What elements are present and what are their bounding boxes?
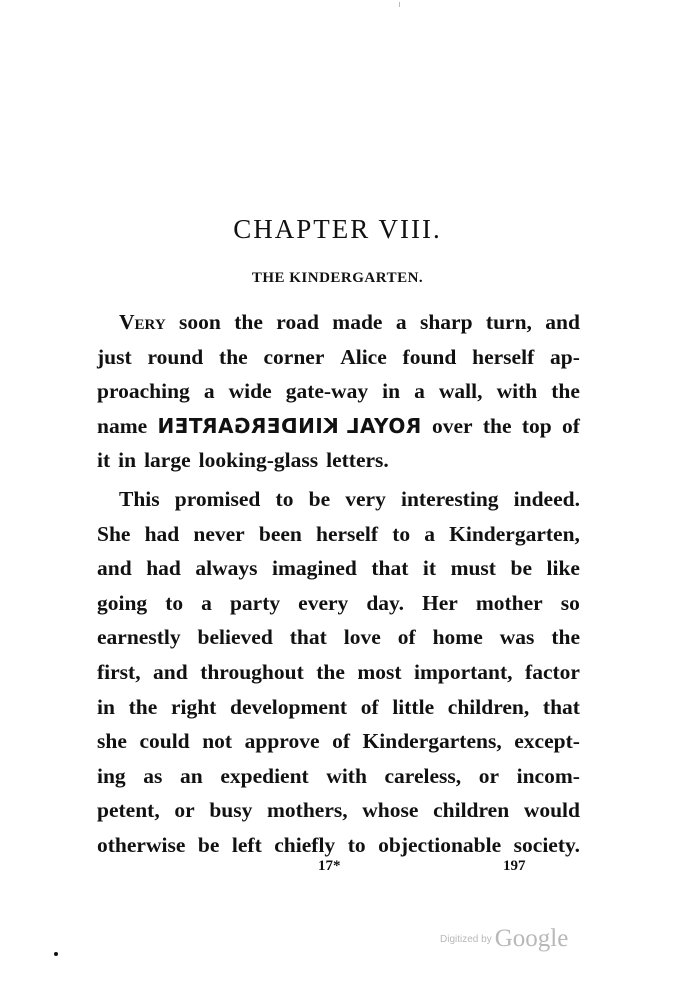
text-line (97, 759, 580, 794)
text-line (97, 793, 580, 828)
text-line (97, 517, 580, 552)
text-line (97, 620, 580, 655)
word: day. (366, 590, 404, 615)
word: except- (514, 729, 580, 754)
word: was (499, 625, 535, 650)
word: it (422, 556, 437, 581)
word: wide (228, 379, 272, 404)
word: turn, (485, 310, 532, 334)
word: interesting (400, 486, 499, 511)
word: and (97, 556, 132, 581)
word: a (414, 379, 425, 404)
word: top (521, 413, 552, 438)
word: otherwise (97, 832, 186, 857)
word: This (119, 486, 160, 511)
word: very (345, 486, 386, 511)
word: throughout (200, 659, 304, 684)
word: society. (513, 832, 580, 857)
chapter-title: CHAPTER VIII. (233, 214, 442, 244)
word: children, (447, 694, 530, 719)
text-line (97, 551, 580, 586)
word: important, (414, 659, 513, 684)
word: development (230, 694, 348, 719)
text-line (97, 443, 580, 478)
word: expedient (220, 763, 309, 788)
word: had (146, 556, 181, 581)
word: love (343, 625, 381, 650)
word: ing (97, 763, 126, 788)
page-number: 197 (503, 858, 526, 874)
word: first, (97, 659, 141, 684)
word: to (275, 486, 294, 511)
text-line (97, 374, 580, 409)
word: objectionable (378, 832, 502, 857)
word: busy (209, 798, 253, 823)
word: not (202, 729, 233, 754)
watermark-prefix: Digitized by (440, 933, 492, 945)
word: going (97, 590, 148, 615)
word: chiefly (274, 832, 336, 857)
word: incom- (516, 763, 580, 788)
word: herself (472, 344, 535, 369)
word: like (546, 556, 580, 581)
word: name (97, 413, 148, 438)
digitized-watermark (440, 925, 568, 953)
word: indeed. (513, 486, 580, 511)
word: could (139, 729, 190, 754)
word: soon (179, 310, 221, 334)
word: careless, (384, 763, 462, 788)
word: to (165, 590, 184, 615)
word: large (144, 448, 191, 473)
word: be (510, 556, 532, 581)
word: Alice (340, 344, 387, 369)
text-line (97, 586, 580, 621)
word: made (332, 310, 383, 334)
word: as (143, 763, 163, 788)
word: most (357, 659, 402, 684)
word: little (392, 694, 435, 719)
word: believed (197, 625, 273, 650)
word: Kindergarten, (449, 521, 580, 546)
word: home (432, 625, 483, 650)
word: She (97, 521, 131, 546)
word: with (326, 763, 367, 788)
word: Very (119, 310, 166, 334)
word: looking-glass (198, 448, 319, 473)
word: to (347, 832, 366, 857)
word: so (560, 590, 580, 615)
text-line (97, 690, 580, 725)
word: and (545, 310, 580, 334)
word: been (258, 521, 302, 546)
word: must (450, 556, 496, 581)
watermark-brand: Google (494, 925, 569, 952)
word: of (397, 625, 416, 650)
word: of (562, 413, 580, 438)
word: wall, (438, 379, 483, 404)
word: sharp (419, 310, 473, 334)
word: mother (475, 590, 543, 615)
word: factor (525, 659, 580, 684)
chapter-body (97, 305, 580, 863)
word: just (97, 344, 132, 369)
word: with (496, 379, 538, 404)
word: would (523, 798, 580, 823)
word: whose (362, 798, 419, 823)
text-line (97, 482, 580, 517)
word: every (298, 590, 349, 615)
chapter-subtitle: THE KINDERGARTEN. (251, 270, 424, 286)
word: Her (422, 590, 458, 615)
word: be (308, 486, 331, 511)
word: had (144, 521, 180, 546)
word: it (97, 448, 111, 473)
word: round (147, 344, 204, 369)
word: over (432, 413, 473, 438)
signature-mark: 17* (318, 858, 341, 874)
word: promised (174, 486, 261, 511)
word: the (482, 413, 512, 438)
word: Kindergartens, (362, 729, 502, 754)
word: right (170, 694, 217, 719)
word: the (219, 344, 248, 369)
word: the (551, 379, 580, 404)
word: an (180, 763, 203, 788)
word: the (316, 659, 345, 684)
word: proaching (97, 379, 190, 404)
word: the (551, 625, 580, 650)
word: mothers, (267, 798, 348, 823)
scan-dot (54, 952, 58, 956)
word: petent, (97, 798, 160, 823)
word: approve (244, 729, 320, 754)
word: a (424, 521, 435, 546)
text-line (97, 409, 580, 444)
word: to (392, 521, 411, 546)
word: imagined (272, 556, 357, 581)
word: that (289, 625, 327, 650)
word: ap- (550, 344, 580, 369)
word: in (118, 448, 137, 473)
word: letters. (326, 448, 389, 473)
text-line (97, 340, 580, 375)
word: of (332, 729, 350, 754)
word: a (203, 379, 215, 404)
word: children (433, 798, 510, 823)
word: a (395, 310, 407, 334)
text-line (97, 305, 580, 340)
text-line (97, 655, 580, 690)
word: that (542, 694, 580, 719)
word: road (276, 310, 319, 334)
scan-speck (399, 2, 400, 7)
word: corner (263, 344, 325, 369)
word: found (402, 344, 457, 369)
word: in (97, 694, 115, 719)
word: herself (315, 521, 379, 546)
word: of (360, 694, 379, 719)
word: or (174, 798, 195, 823)
word: a (201, 590, 212, 615)
word: in (382, 379, 401, 404)
word: party (229, 590, 281, 615)
word: and (153, 659, 188, 684)
text-line (97, 724, 580, 759)
word: be (197, 832, 220, 857)
word: earnestly (97, 625, 181, 650)
word: the (128, 694, 158, 719)
word: left (231, 832, 262, 857)
word: she (97, 729, 127, 754)
word: or (478, 763, 500, 788)
word: never (193, 521, 245, 546)
word: that (371, 556, 409, 581)
word: the (234, 310, 263, 334)
word: gate-way (285, 379, 369, 404)
mirrored-sign: ROYAL KINDERGARTEN (157, 413, 422, 438)
word: always (195, 556, 258, 581)
